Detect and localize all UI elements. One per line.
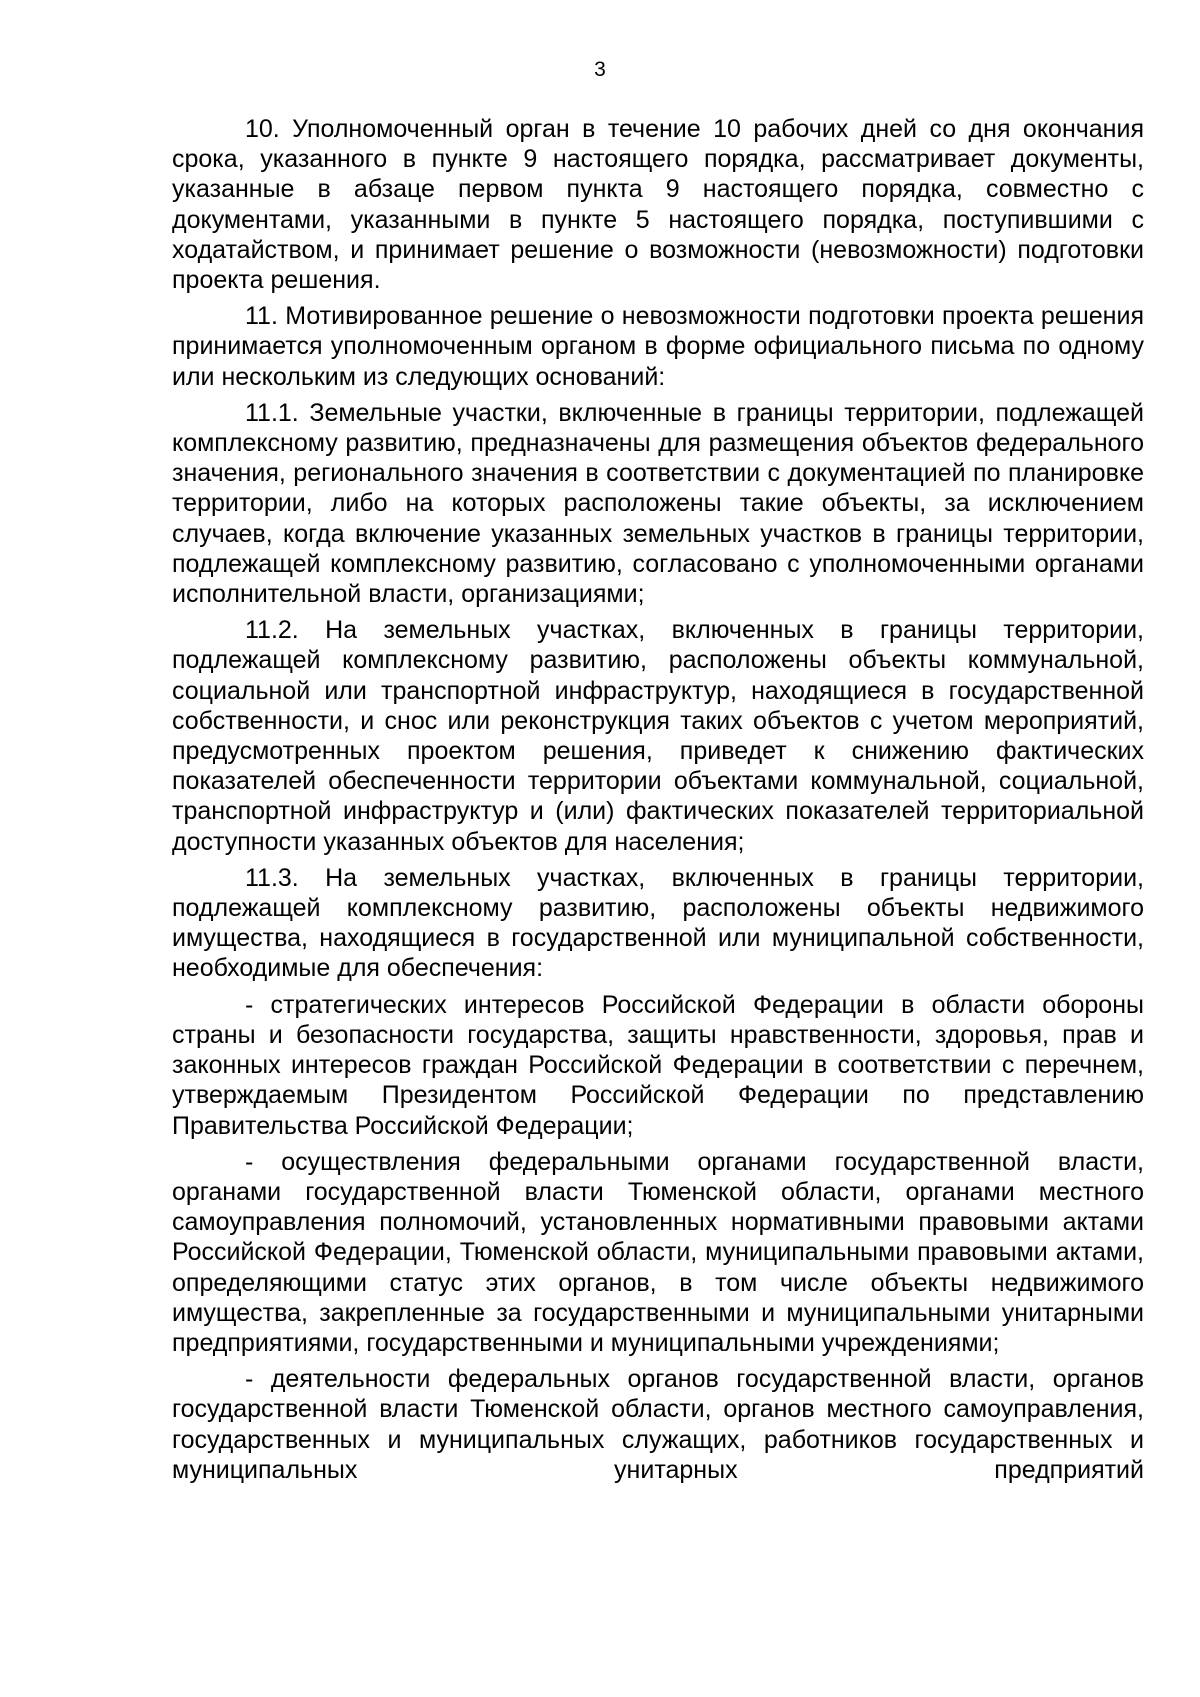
- page-number: 3: [594, 58, 606, 81]
- list-item-authorities-activity: - деятельности федеральных органов государственной власти, органов государственной власти Тюменской области, органов местного самоуправления, государственных и муниципальных служащих, работников государственных и муниципальных унитарных предприятий: [172, 1365, 1144, 1484]
- document-body: [172, 114, 1144, 1491]
- paragraph-10: 10. Уполномоченный орган в течение 10 рабочих дней со дня окончания срока, указанного в пункте 9 настоящего порядка, рассматривает документы, указанные в абзаце первом пункта 9 настоящего порядка, совместно с документами, указанными в пункте 5 настоящего порядка, поступившими с ходатайством, и принимает решение о возможности (невозможности) подготовки проекта решения.: [172, 115, 1144, 295]
- paragraph-11-1: 11.1. Земельные участки, включенные в границы территории, подлежащей комплексному развитию, предназначены для размещения объектов федерального значения, регионального значения в соответствии с документацией по планировке территории, либо на которых расположены такие объекты, за исключением случаев, когда включение указанных земельных участков в границы территории, подлежащей комплексному развитию, согласовано с уполномоченными органами исполнительной власти, организациями;: [172, 398, 1144, 609]
- list-item-authorities-powers: - осуществления федеральными органами государственной власти, органами государственной власти Тюменской области, органами местного самоуправления полномочий, установленных нормативными правовыми актами Российской Федерации, Тюменской области, муниципальными правовыми актами, определяющими статус этих органов, в том числе объекты недвижимого имущества, закрепленные за государственными и муниципальными унитарными предприятиями, государственными и муниципальными учреждениями;: [172, 1147, 1144, 1357]
- paragraph-11: 11. Мотивированное решение о невозможности подготовки проекта решения принимается уполномоченным органом в форме официального письма по одному или нескольким из следующих оснований:: [172, 302, 1144, 391]
- list-item-strategic-interests: - стратегических интересов Российской Федерации в области обороны страны и безопасности государства, защиты нравственности, здоровья, прав и законных интересов граждан Российской Федерации в соответствии с перечнем, утверждаемым Президентом Российской Федерации по представлению Правительства Российской Федерации;: [172, 990, 1144, 1140]
- paragraph-11-2: 11.2. На земельных участках, включенных в границы территории, подлежащей комплексному развитию, расположены объекты коммунальной, социальной или транспортной инфраструктур, находящиеся в государственной собственности, и снос или реконструкция таких объектов с учетом мероприятий, предусмотренных проектом решения, приведет к снижению фактических показателей обеспеченности территории объектами коммунальной, социальной, транспортной инфраструктур и (или) фактических показателей территориальной доступности указанных объектов для населения;: [172, 616, 1144, 856]
- paragraph-11-3: 11.3. На земельных участках, включенных в границы территории, подлежащей комплексному развитию, расположены объекты недвижимого имущества, находящиеся в государственной или муниципальной собственности, необходимые для обеспечения:: [172, 863, 1144, 983]
